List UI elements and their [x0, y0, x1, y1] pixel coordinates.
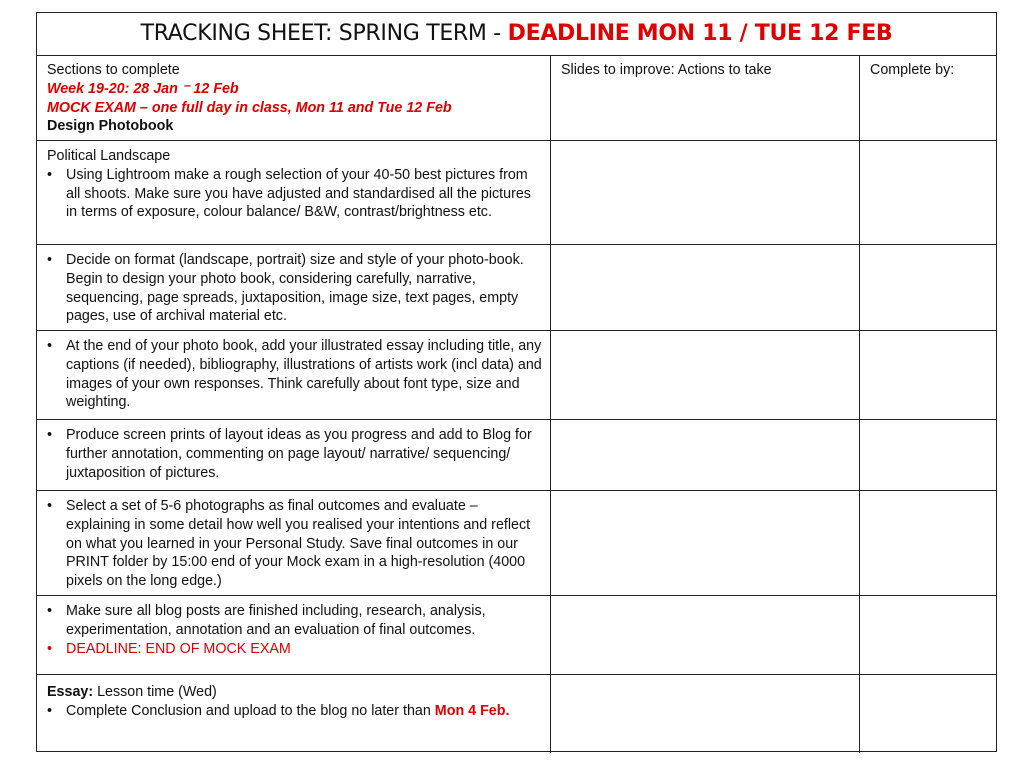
essay-row [37, 675, 996, 753]
slides-cell[interactable] [551, 596, 860, 674]
slides-cell[interactable] [551, 491, 860, 595]
task-bullet: • Using Lightroom make a rough selection of your 40-50 best pictures from all shoots. Make sure you have adjusted and standardised all the pictures in terms of exposure, colour balance/ B&W, contrast/brightness etc. [47, 166, 542, 222]
task-bullet: • Decide on format (landscape, portrait) size and style of your photo-book. Begin to design your photo book, considering carefully, narrative, sequencing, page spreads, juxtaposition, image size, text pages, empty pages, use of archival material etc. [47, 251, 542, 326]
slides-cell[interactable] [551, 331, 860, 419]
task-bullet: • At the end of your photo book, add your illustrated essay including title, any captions (if needed), bibliography, illustrations of artists work (incl data) and images of your own responses. Think carefully about font type, size and weighting. [47, 337, 542, 412]
task-cell [37, 596, 551, 674]
task-bullet: • Produce screen prints of layout ideas as you progress and add to Blog for further annotation, commenting on page layout/ narrative/ sequencing/ juxtaposition of pictures. [47, 426, 542, 482]
task-cell [37, 141, 551, 244]
essay-deadline-date: Mon 4 Feb. [434, 702, 510, 719]
week-label: Week 19-20: 28 Jan ⁻ 12 Feb [47, 80, 239, 97]
sections-label: Sections to complete [47, 62, 180, 78]
essay-bullet-text: Complete Conclusion and upload to the blog no later than [66, 702, 435, 719]
essay-bullet [47, 702, 542, 721]
task-bullet: • Make sure all blog posts are finished including, research, analysis, experimentation, annotation and an evaluation of final outcomes. [47, 602, 542, 640]
header-row [37, 55, 996, 141]
essay-label: Essay: [47, 684, 94, 700]
complete-by-cell[interactable] [860, 141, 996, 244]
task-bullet: • Select a set of 5-6 photographs as final outcomes and evaluate – explaining in some detail how well you realised your intentions and reflect on what you learned in your Personal Study. Save final outcomes in our PRINT folder by 15:00 end of your Mock exam in a high-resolution (4000 pixels on the long edge.) [47, 497, 542, 591]
slides-cell[interactable] [551, 141, 860, 244]
title-deadline: DEADLINE MON 11 / TUE 12 FEB [507, 21, 893, 46]
slides-cell[interactable] [551, 245, 860, 330]
complete-by-cell[interactable] [860, 331, 996, 419]
tracking-sheet-table [36, 12, 997, 752]
row-heading: Political Landscape [47, 148, 171, 164]
complete-by-cell[interactable] [860, 596, 996, 674]
slides-cell[interactable] [551, 675, 860, 753]
title-prefix: TRACKING SHEET: SPRING TERM - [140, 21, 508, 46]
task-cell [37, 491, 551, 595]
task-cell [37, 331, 551, 419]
sheet-title [37, 13, 996, 56]
sections-header-cell [37, 55, 551, 140]
table-grid [37, 55, 996, 751]
deadline-bullet: • DEADLINE: END OF MOCK EXAM [47, 640, 542, 659]
slides-header-cell [551, 55, 860, 140]
complete-label: Complete by: [870, 62, 955, 78]
table-row [37, 491, 996, 596]
complete-by-cell[interactable] [860, 491, 996, 595]
essay-heading [47, 683, 542, 702]
table-row [37, 331, 996, 420]
table-row [37, 141, 996, 245]
table-row [37, 420, 996, 491]
complete-by-cell[interactable] [860, 245, 996, 330]
slides-label: Slides to improve: Actions to take [561, 62, 772, 78]
task-cell [37, 420, 551, 490]
design-photobook-label: Design Photobook [47, 118, 174, 135]
essay-cell [37, 675, 551, 753]
complete-header-cell [860, 55, 996, 140]
complete-by-cell[interactable] [860, 675, 996, 753]
table-row [37, 245, 996, 331]
table-row [37, 596, 996, 675]
task-cell [37, 245, 551, 330]
mock-exam-label: MOCK EXAM – one full day in class, Mon 11 and Tue 12 Feb [47, 99, 452, 116]
essay-time: Lesson time (Wed) [93, 684, 217, 700]
complete-by-cell[interactable] [860, 420, 996, 490]
slides-cell[interactable] [551, 420, 860, 490]
